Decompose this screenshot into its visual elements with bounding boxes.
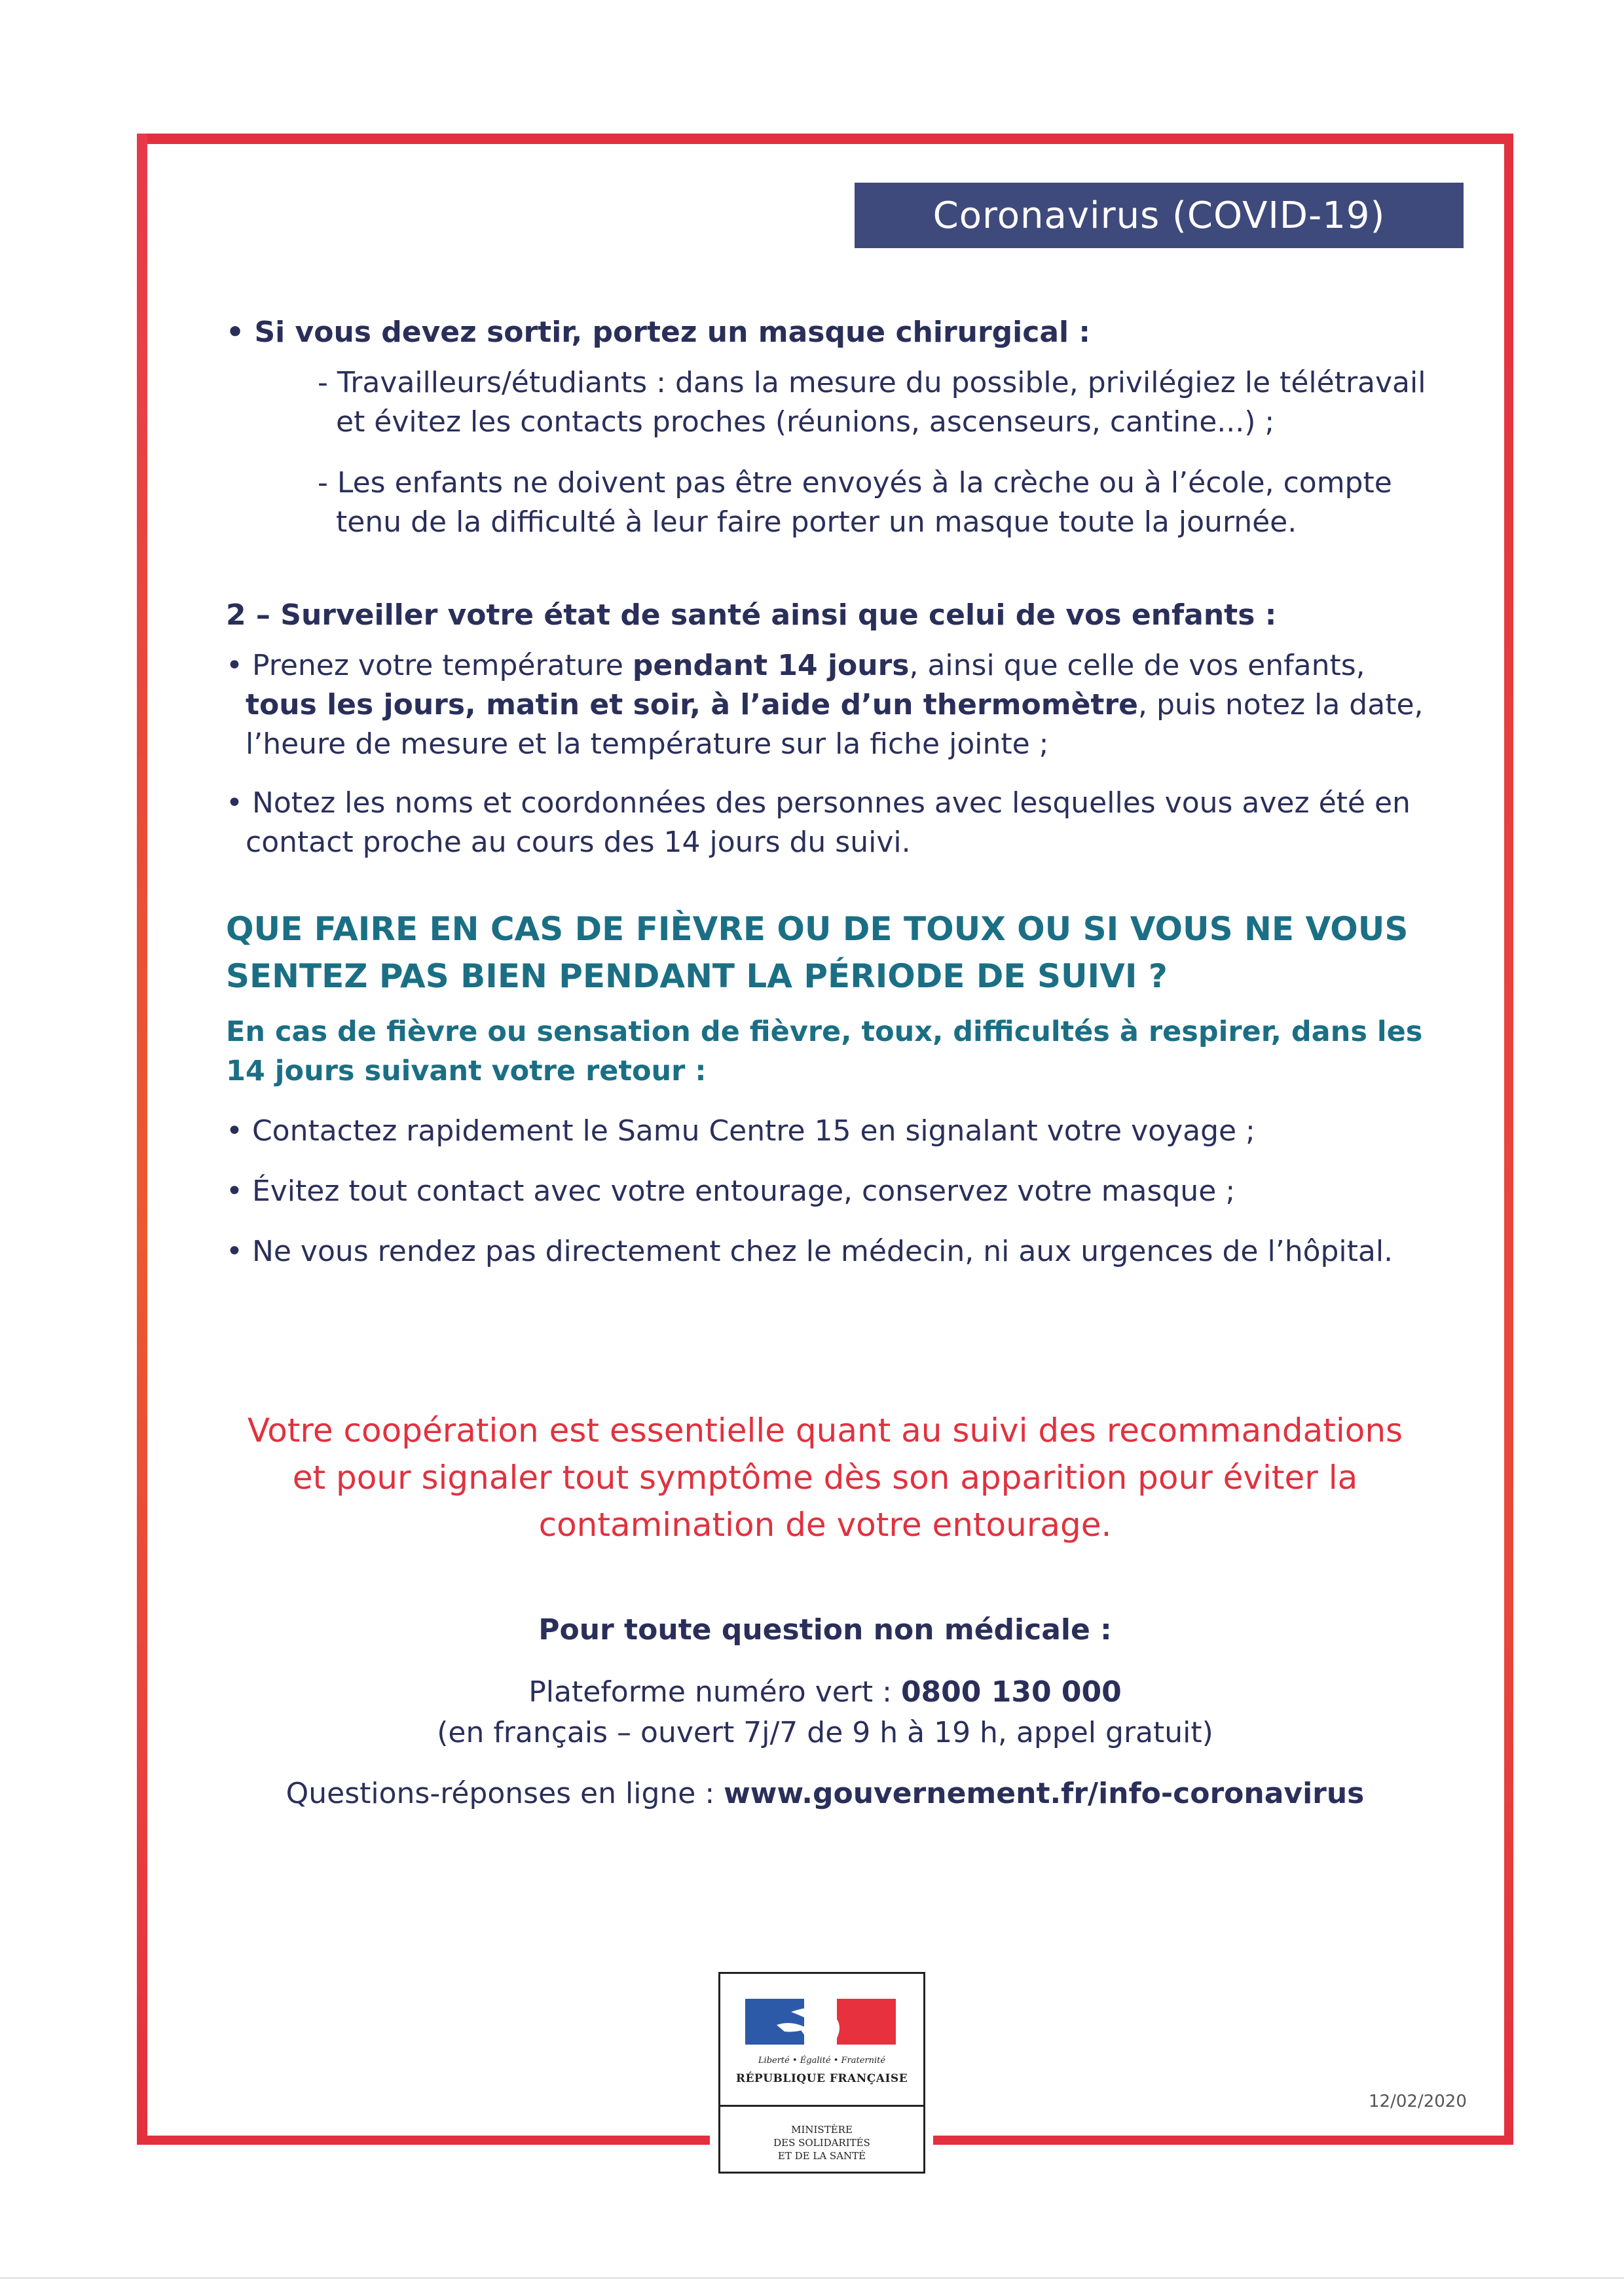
frame-bottom-right-border — [933, 2136, 1513, 2145]
logo-top-panel — [720, 1974, 923, 2107]
contact-platform — [226, 1673, 1424, 1712]
marianne-flag-icon — [745, 1999, 896, 2045]
contact-online — [226, 1774, 1424, 1813]
logo-ministry — [720, 2123, 923, 2162]
online-label: Questions-réponses en ligne : — [286, 1777, 724, 1810]
platform-number: 0800 130 000 — [900, 1675, 1122, 1709]
frame-left-border — [137, 134, 147, 2145]
section2-bullet-contacts: • Notez les noms et coordonnées des personnes avec lesquelles vous avez été en contact proche au cours des 14 jours du suivi. — [226, 786, 1411, 859]
contact-heading: Pour toute question non médicale : — [538, 1613, 1112, 1647]
temp-text-2: , ainsi que celle de vos enfants, — [909, 649, 1365, 682]
platform-label: Plateforme numéro vert : — [528, 1675, 901, 1709]
frame-right-border — [1504, 134, 1513, 2145]
online-url-link[interactable]: www.gouvernement.fr/info-coronavirus — [724, 1777, 1365, 1810]
document-date: 12/02/2020 — [1369, 2092, 1467, 2111]
frame-top-border — [137, 134, 1513, 144]
fever-heading-line2: SENTEZ PAS BIEN PENDANT LA PÉRIODE DE SUIVI ? — [226, 957, 1168, 995]
temp-bold-1: pendant 14 jours — [632, 649, 910, 682]
header-banner — [855, 183, 1464, 248]
mask-lead: • Si vous devez sortir, portez un masque chirurgical : — [226, 316, 1091, 349]
ministry-line2: DES SOLIDARITÉS — [773, 2137, 870, 2149]
fever-heading — [226, 905, 1424, 1000]
mask-item-children: - Les enfants ne doivent pas être envoyés à la crèche ou à l’école, compte tenu de la difficulté à leur faire porter un masque toute la journée. — [318, 466, 1392, 539]
ministry-line1: MINISTÈRE — [791, 2124, 853, 2136]
fever-item-samu: • Contactez rapidement le Samu Centre 15 en signalant votre voyage ; — [226, 1114, 1255, 1148]
logo-motto: Liberté • Égalité • Fraternité — [758, 2056, 886, 2066]
cooperation-line1: Votre coopération est essentielle quant au suivi des recommandations — [247, 1412, 1403, 1449]
header-title: Coronavirus (COVID-19) — [932, 194, 1386, 237]
logo-republique: RÉPUBLIQUE FRANÇAISE — [735, 2072, 908, 2085]
republique-francaise-logo — [718, 1972, 925, 2174]
temp-text-3: , puis notez la date, l’heure de mesure et la température sur la fiche jointe ; — [246, 688, 1424, 761]
contact-hours: (en français – ouvert 7j/7 de 9 h à 19 h, appel gratuit) — [437, 1716, 1213, 1749]
scan-edge-divider — [0, 2277, 1624, 2279]
fever-item-avoid-contact: • Évitez tout contact avec votre entourage, conservez votre masque ; — [226, 1175, 1236, 1208]
fever-item-no-doctor: • Ne vous rendez pas directement chez le médecin, ni aux urgences de l’hôpital. — [226, 1235, 1393, 1268]
temp-bold-2: tous les jours, matin et soir, à l’aide d’un thermomètre — [246, 688, 1138, 721]
cooperation-line3: contamination de votre entourage. — [538, 1506, 1112, 1544]
fever-subheading: En cas de fièvre ou sensation de fièvre, toux, difficultés à respirer, dans les 14 jours suivant votre retour : — [226, 1015, 1423, 1087]
section2-bullet-temperature — [226, 646, 1444, 764]
cooperation-line2: et pour signaler tout symptôme dès son apparition pour éviter la — [292, 1459, 1358, 1497]
mask-item-workers: - Travailleurs/étudiants : dans la mesure du possible, privilégiez le télétravail et évitez les contacts proches (réunions, ascenseurs, cantine...) ; — [318, 366, 1426, 439]
fever-heading-line1: QUE FAIRE EN CAS DE FIÈVRE OU DE TOUX OU SI VOUS NE VOUS — [226, 910, 1409, 948]
ministry-line3: ET DE LA SANTÉ — [777, 2150, 866, 2162]
section2-heading: 2 – Surveiller votre état de santé ainsi que celui de vos enfants : — [226, 598, 1277, 632]
temp-text-1: • Prenez votre température — [226, 649, 633, 682]
cooperation-message — [226, 1407, 1424, 1548]
frame-bottom-left-border — [137, 2136, 710, 2145]
